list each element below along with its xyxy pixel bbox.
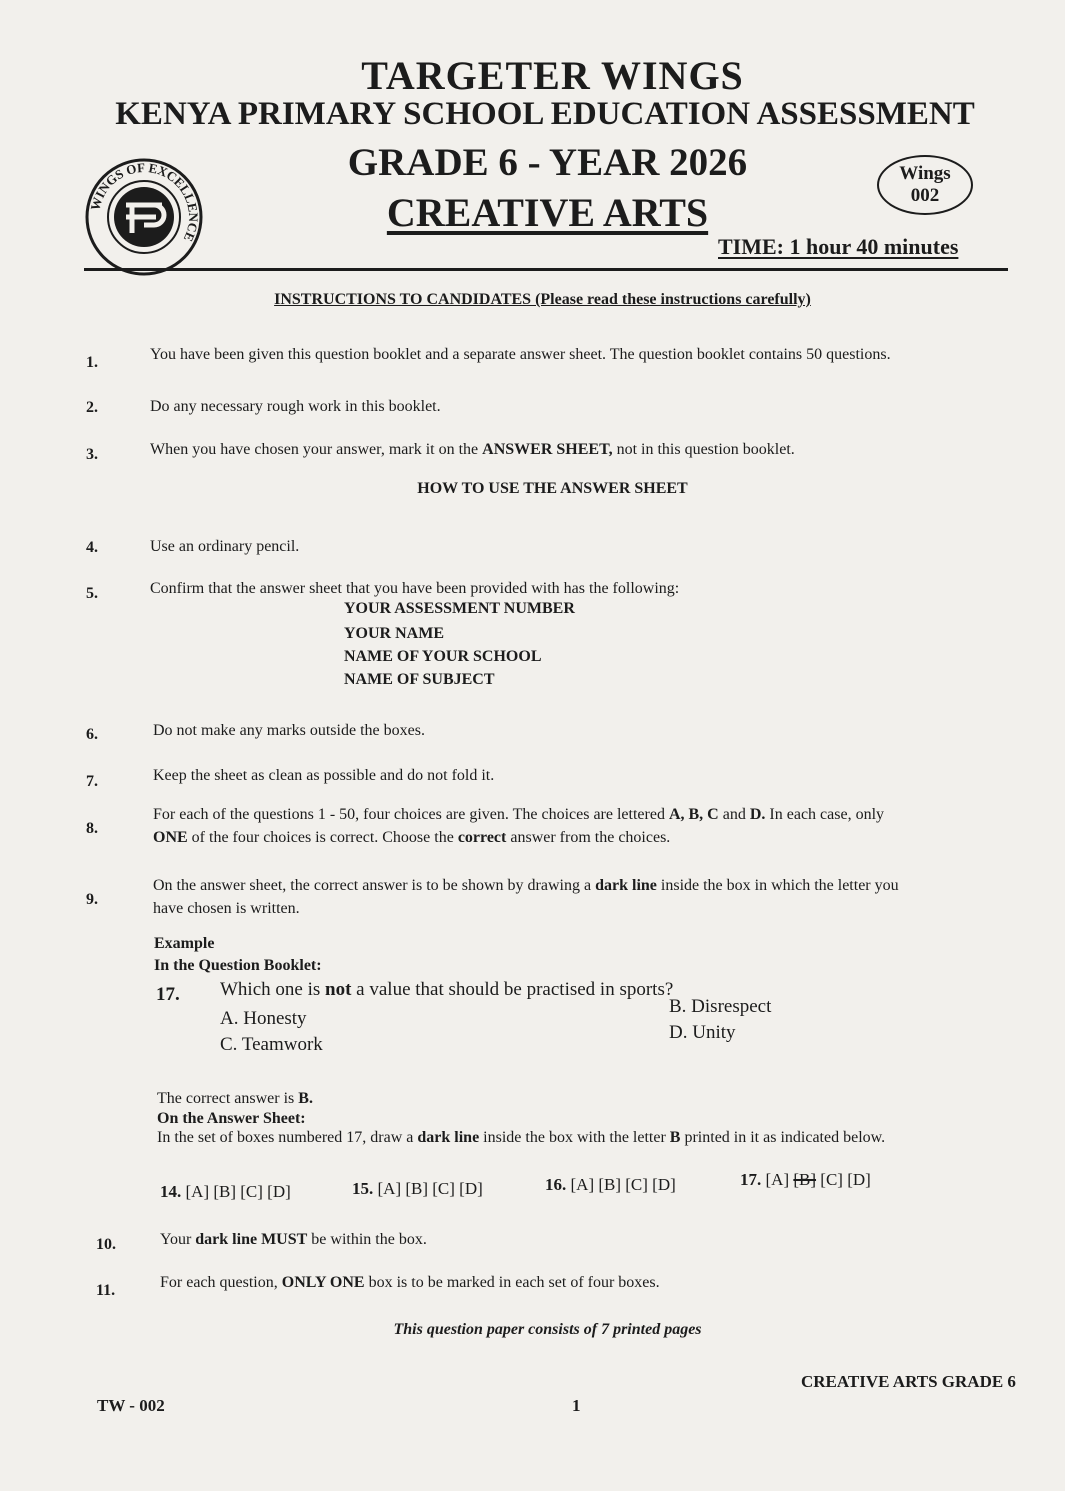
sheet-field: NAME OF SUBJECT [344,671,495,688]
example-question-text: Which one is not a value that should be practised in sports? [220,979,674,1000]
item-number: 2. [86,399,98,416]
answer-row-14: 14. [A] [B] [C] [D] [160,1182,291,1201]
option-d: D. Unity [669,1022,736,1043]
org-title: TARGETER WINGS [361,53,744,98]
pages-note: This question paper consists of 7 printed pages [393,1321,702,1338]
answer-row-15: 15. [A] [B] [C] [D] [352,1179,483,1198]
item-number: 11. [96,1282,116,1299]
item-number: 10. [96,1236,116,1253]
sheet-field: YOUR NAME [344,625,444,642]
exam-title: KENYA PRIMARY SCHOOL EDUCATION ASSESSMENT [115,96,975,132]
item-number: 1. [86,354,98,371]
paper-badge [877,155,973,215]
item-text: For each question, ONLY ONE box is to be marked in each set of four boxes. [160,1274,660,1291]
example-question-number: 17. [156,984,180,1005]
footer-subject: CREATIVE ARTS GRADE 6 [801,1372,1016,1391]
item-number: 4. [86,539,98,556]
school-logo [84,157,204,277]
item-text: For each of the questions 1 - 50, four choices are given. The choices are lettered A, B, C and D. In each case, only ONE of the four choices is correct. Choose the correct answer from the choices. [153,806,885,846]
item-number: 3. [86,446,98,463]
correct-answer-text: The correct answer is B. [157,1090,313,1107]
answer-row-16: 16. [A] [B] [C] [D] [545,1175,676,1194]
example-label: Example [154,935,215,952]
item-text: On the answer sheet, the correct answer is to be shown by drawing a dark line inside the box in which the letter you have chosen is written. [153,877,899,917]
footer-code: TW - 002 [97,1396,165,1415]
item-text: Use an ordinary pencil. [150,538,300,555]
item-text: Do any necessary rough work in this booklet. [150,398,441,415]
option-a: A. Honesty [220,1008,307,1029]
item-number: 5. [86,585,98,602]
exam-time: TIME: 1 hour 40 minutes [718,234,959,259]
item-number: 8. [86,820,98,837]
item-text: Confirm that the answer sheet that you have been provided with has the following: [150,580,680,597]
item-text: Keep the sheet as clean as possible and do not fold it. [153,767,495,784]
page-number: 1 [572,1396,581,1415]
item-number: 7. [86,773,98,790]
sheet-field: NAME OF YOUR SCHOOL [344,648,542,665]
instructions-heading: INSTRUCTIONS TO CANDIDATES (Please read these instructions carefully) [274,291,811,308]
logo-ring-text: WINGS OF EXCELLENCE [87,159,202,244]
subject-title: CREATIVE ARTS [386,190,709,235]
grade-year: GRADE 6 - YEAR 2026 [347,141,748,184]
marked-box-b: [B] [793,1170,817,1189]
item-text: When you have chosen your answer, mark it on the ANSWER SHEET, not in this question booklet. [150,441,795,458]
answer-sheet-instruction: In the set of boxes numbered 17, draw a dark line inside the box with the letter B printed in it as indicated below. [157,1129,886,1146]
item-number: 6. [86,726,98,743]
option-c: C. Teamwork [220,1034,323,1055]
item-text: You have been given this question booklet and a separate answer sheet. The question booklet contains 50 questions. [150,346,891,363]
sheet-field: YOUR ASSESSMENT NUMBER [344,600,575,617]
answer-sheet-heading: HOW TO USE THE ANSWER SHEET [417,480,688,497]
item-text: Do not make any marks outside the boxes. [153,722,425,739]
option-b: B. Disrespect [669,996,772,1017]
booklet-label: In the Question Booklet: [154,957,322,974]
answer-row-17: 17. [A] [B] [C] [D] [740,1170,871,1189]
header-divider [84,268,1008,271]
item-text: Your dark line MUST be within the box. [160,1231,427,1248]
badge-line-1: Wings [899,163,951,184]
item-number: 9. [86,891,98,908]
answer-sheet-label: On the Answer Sheet: [157,1110,306,1127]
badge-line-2: 002 [910,185,940,206]
